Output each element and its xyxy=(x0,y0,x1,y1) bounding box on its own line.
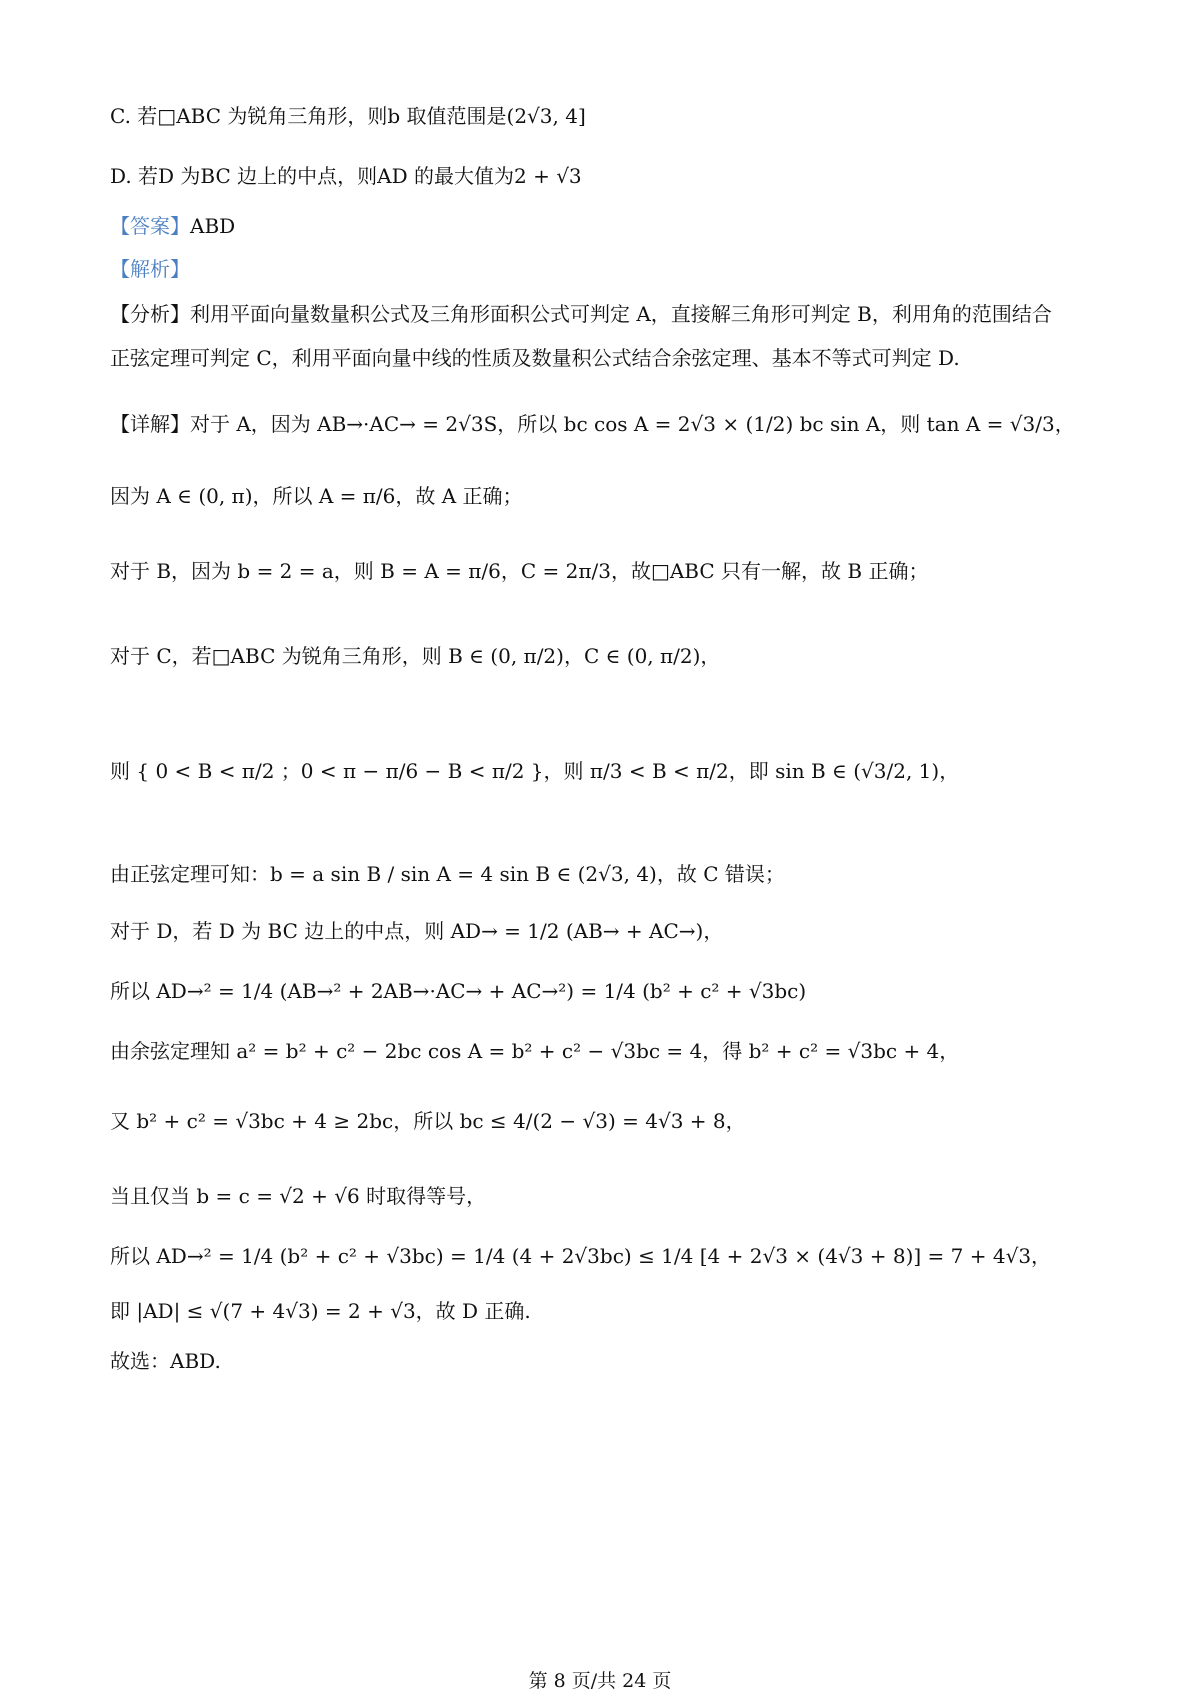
answer-label: 答案 xyxy=(130,214,170,238)
fenxi-label: 分析 xyxy=(130,302,170,326)
d-line-3: 由余弦定理知 a² = b² + c² − 2bc cos A = b² + c² − √3bc = 4，得 b² + c² = √3bc + 4， xyxy=(110,1039,960,1063)
fenxi-line-1 xyxy=(110,298,1052,327)
d-line-2: 所以 AD→² = 1/4 (AB→² + 2AB→·AC→ + AC→²) = 1/4 (b² + c² + √3bc) xyxy=(110,979,807,1003)
d-line-5: 当且仅当 b = c = √2 + √6 时取得等号， xyxy=(110,1184,487,1208)
a-line-2: 因为 A ∈ (0, π)，所以 A = π/6，故 A 正确； xyxy=(110,484,523,508)
xiangjie-label: 详解 xyxy=(130,412,170,436)
final-answer: 故选：ABD. xyxy=(110,1349,221,1373)
d-line-1: 对于 D，若 D 为 BC 边上的中点，则 AD→ = 1/2 (AB→ + AC→)， xyxy=(110,919,724,943)
fenxi-line-2: 正弦定理可判定 C，利用平面向量中线的性质及数量积公式结合余弦定理、基本不等式可判定 D. xyxy=(110,346,960,370)
d-line-4: 又 b² + c² = √3bc + 4 ≥ 2bc，所以 bc ≤ 4/(2 − √3) = 4√3 + 8， xyxy=(110,1109,746,1133)
xiangjie-text: 对于 A，因为 AB→·AC→ = 2√3S，所以 bc cos A = 2√3 × (1/2) bc sin A，则 tan A = √3/3， xyxy=(190,412,1075,436)
xiangjie-label-wrap: 【详解】 xyxy=(110,412,190,436)
analysis-heading xyxy=(110,253,190,282)
option-c: C. 若□ABC 为锐角三角形，则b 取值范围是(2√3, 4] xyxy=(110,104,586,128)
page-number: 第 8 页/共 24 页 xyxy=(528,1670,672,1692)
d-line-7: 即 |AD| ≤ √(7 + 4√3) = 2 + √3，故 D 正确. xyxy=(110,1299,531,1323)
fenxi-text-1: 利用平面向量数量积公式及三角形面积公式可判定 A，直接解三角形可判定 B，利用角的范围结合 xyxy=(190,302,1052,326)
analysis-label-wrap: 【解析】 xyxy=(110,257,190,281)
analysis-label: 解析 xyxy=(130,257,170,281)
answer-label-wrap: 【答案】 xyxy=(110,214,190,238)
c-line-3: 由正弦定理可知：b = a sin B / sin A = 4 sin B ∈ (2√3, 4)，故 C 错误； xyxy=(110,862,785,886)
c-line-1: 对于 C，若□ABC 为锐角三角形，则 B ∈ (0, π/2)，C ∈ (0, π/2)， xyxy=(110,644,721,668)
d-line-6: 所以 AD→² = 1/4 (b² + c² + √3bc) = 1/4 (4 + 2√3bc) ≤ 1/4 [4 + 2√3 × (4√3 + 8)] = 7 + 4√3， xyxy=(110,1244,1052,1268)
answer-row xyxy=(110,210,235,239)
xiangjie-line xyxy=(110,408,1075,437)
option-d: D. 若D 为BC 边上的中点，则AD 的最大值为2 + √3 xyxy=(110,164,582,188)
fenxi-label-wrap: 【分析】 xyxy=(110,302,190,326)
b-line: 对于 B，因为 b = 2 = a，则 B = A = π/6，C = 2π/3，故□ABC 只有一解，故 B 正确； xyxy=(110,559,929,583)
answer-value: ABD xyxy=(190,214,236,238)
c-line-2: 则 { 0 < B < π/2 ；0 < π − π/6 − B < π/2 }，则 π/3 < B < π/2，即 sin B ∈ (√3/2, 1)， xyxy=(110,759,960,783)
